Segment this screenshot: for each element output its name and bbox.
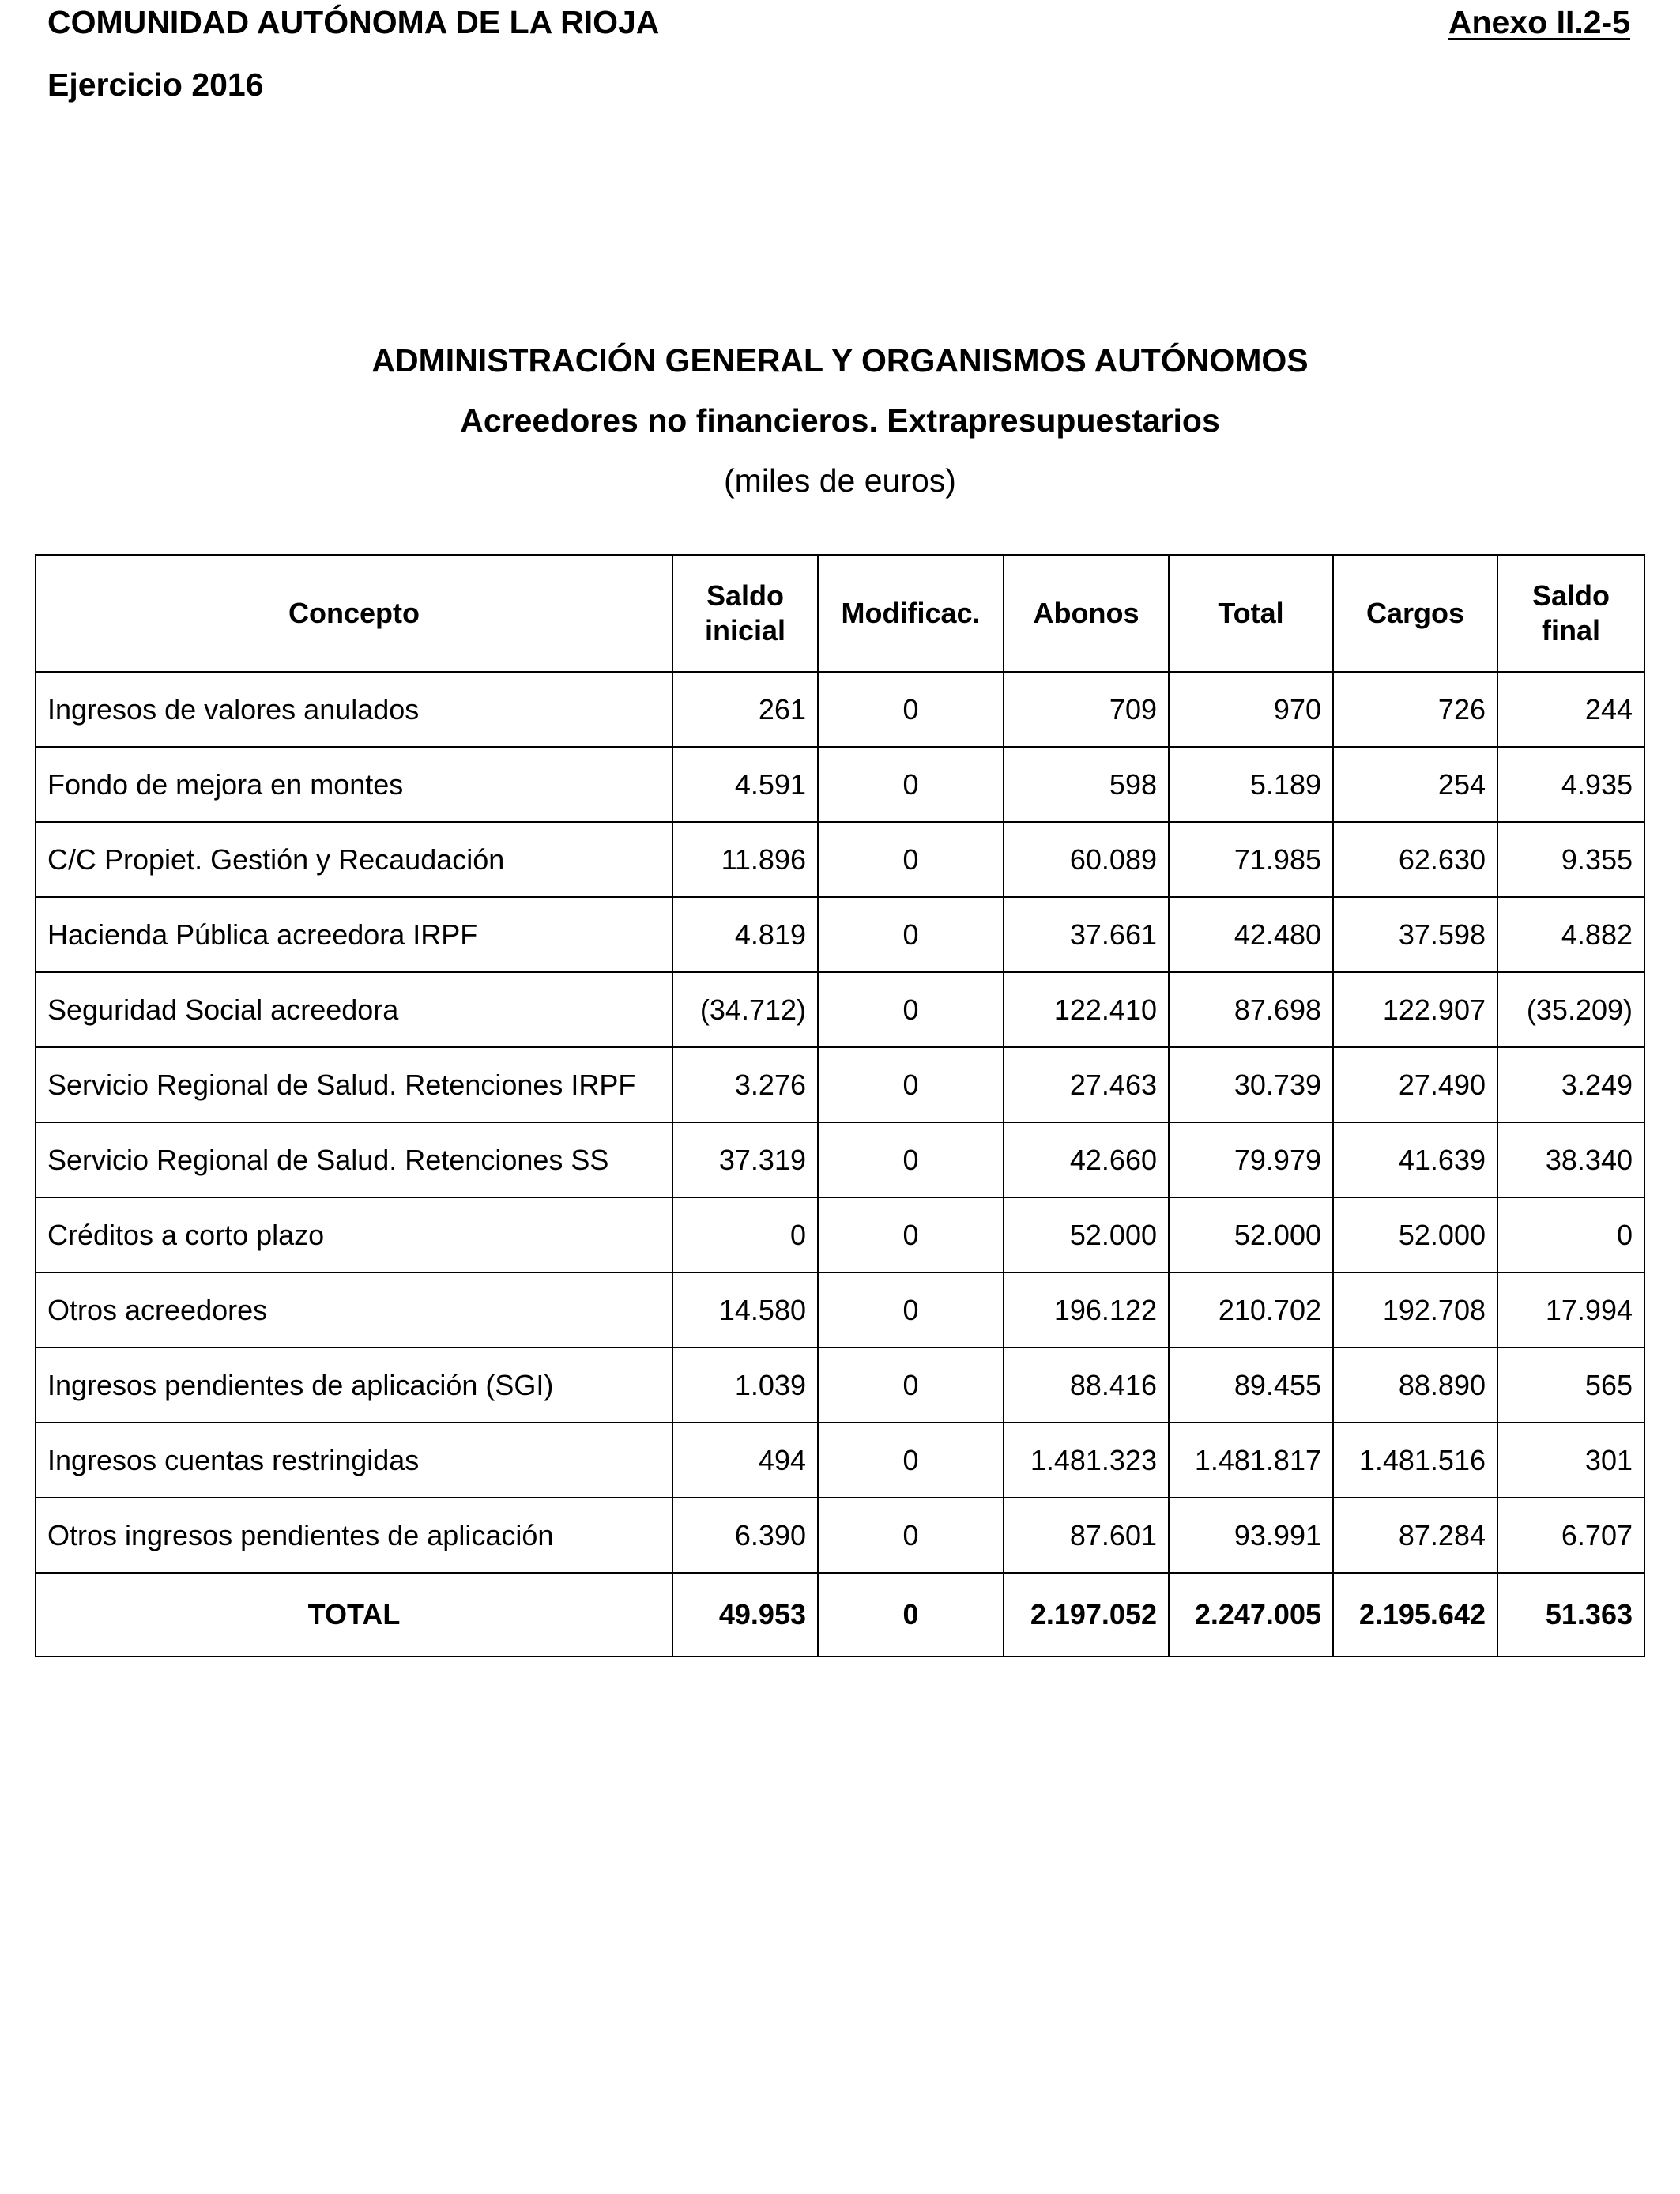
- cell-abonos: 27.463: [1004, 1047, 1169, 1122]
- col-header-saldo-inicial-line1: Saldo: [706, 579, 784, 612]
- cell-saldo-final: 3.249: [1497, 1047, 1644, 1122]
- cell-saldo-inicial: 14.580: [672, 1272, 818, 1348]
- cell-modificac: 0: [818, 1047, 1004, 1122]
- cell-total: 1.481.817: [1169, 1423, 1333, 1498]
- cell-saldo-final: 565: [1497, 1348, 1644, 1423]
- cell-saldo-final: 0: [1497, 1197, 1644, 1272]
- cell-abonos: 87.601: [1004, 1498, 1169, 1573]
- cell-saldo-inicial: (34.712): [672, 972, 818, 1047]
- total-label: TOTAL: [36, 1573, 672, 1657]
- cell-modificac: 0: [818, 1197, 1004, 1272]
- cell-saldo-final: 17.994: [1497, 1272, 1644, 1348]
- subtitle: Acreedores no financieros. Extrapresupuestarios: [460, 402, 1220, 439]
- cell-cargos: 87.284: [1333, 1498, 1497, 1573]
- cell-total: 30.739: [1169, 1047, 1333, 1122]
- cell-modificac: 0: [818, 1122, 1004, 1197]
- cell-concepto: Servicio Regional de Salud. Retenciones SS: [36, 1122, 672, 1197]
- cell-total: 93.991: [1169, 1498, 1333, 1573]
- cell-saldo-final: 38.340: [1497, 1122, 1644, 1197]
- table-row: [36, 672, 1644, 747]
- cell-abonos: 52.000: [1004, 1197, 1169, 1272]
- cell-total: 52.000: [1169, 1197, 1333, 1272]
- table-row: [36, 822, 1644, 897]
- cell-cargos: 726: [1333, 672, 1497, 747]
- cell-total: 87.698: [1169, 972, 1333, 1047]
- cell-cargos: 192.708: [1333, 1272, 1497, 1348]
- cell-saldo-inicial: 494: [672, 1423, 818, 1498]
- table-row: [36, 1498, 1644, 1573]
- cell-saldo-inicial: 1.039: [672, 1348, 818, 1423]
- col-header-saldo-final-line1: Saldo: [1531, 579, 1610, 612]
- table-row: [36, 1047, 1644, 1122]
- cell-abonos: 88.416: [1004, 1348, 1169, 1423]
- col-header-saldo-final-line2: final: [1541, 614, 1600, 647]
- cell-abonos: 122.410: [1004, 972, 1169, 1047]
- total-saldo-inicial: 49.953: [672, 1573, 818, 1657]
- cell-abonos: 42.660: [1004, 1122, 1169, 1197]
- cell-cargos: 88.890: [1333, 1348, 1497, 1423]
- creditors-table: [35, 554, 1645, 1657]
- cell-abonos: 60.089: [1004, 822, 1169, 897]
- fiscal-year: Ejercicio 2016: [47, 66, 264, 103]
- cell-abonos: 196.122: [1004, 1272, 1169, 1348]
- col-header-saldo-final: [1497, 555, 1644, 672]
- cell-total: 5.189: [1169, 747, 1333, 822]
- cell-concepto: Fondo de mejora en montes: [36, 747, 672, 822]
- cell-saldo-inicial: 37.319: [672, 1122, 818, 1197]
- table-row: [36, 897, 1644, 972]
- cell-concepto: C/C Propiet. Gestión y Recaudación: [36, 822, 672, 897]
- total-modificac: 0: [818, 1573, 1004, 1657]
- table-row: [36, 1348, 1644, 1423]
- cell-concepto: Ingresos cuentas restringidas: [36, 1423, 672, 1498]
- cell-saldo-final: (35.209): [1497, 972, 1644, 1047]
- cell-cargos: 37.598: [1333, 897, 1497, 972]
- cell-modificac: 0: [818, 1272, 1004, 1348]
- cell-saldo-final: 4.935: [1497, 747, 1644, 822]
- cell-total: 42.480: [1169, 897, 1333, 972]
- col-header-abonos: Abonos: [1004, 555, 1169, 672]
- cell-modificac: 0: [818, 672, 1004, 747]
- cell-cargos: 52.000: [1333, 1197, 1497, 1272]
- table-row: [36, 1423, 1644, 1498]
- cell-saldo-final: 4.882: [1497, 897, 1644, 972]
- main-title: ADMINISTRACIÓN GENERAL Y ORGANISMOS AUTÓNOMOS: [371, 342, 1309, 379]
- cell-cargos: 254: [1333, 747, 1497, 822]
- cell-saldo-inicial: 261: [672, 672, 818, 747]
- cell-concepto: Servicio Regional de Salud. Retenciones IRPF: [36, 1047, 672, 1122]
- cell-concepto: Seguridad Social acreedora: [36, 972, 672, 1047]
- cell-total: 89.455: [1169, 1348, 1333, 1423]
- cell-saldo-inicial: 3.276: [672, 1047, 818, 1122]
- cell-modificac: 0: [818, 972, 1004, 1047]
- col-header-cargos: Cargos: [1333, 555, 1497, 672]
- cell-concepto: Otros acreedores: [36, 1272, 672, 1348]
- cell-cargos: 27.490: [1333, 1047, 1497, 1122]
- cell-saldo-inicial: 4.591: [672, 747, 818, 822]
- cell-saldo-inicial: 4.819: [672, 897, 818, 972]
- cell-abonos: 598: [1004, 747, 1169, 822]
- total-abonos: 2.197.052: [1004, 1573, 1169, 1657]
- col-header-saldo-inicial-line2: inicial: [704, 614, 786, 647]
- cell-cargos: 62.630: [1333, 822, 1497, 897]
- cell-concepto: Ingresos pendientes de aplicación (SGI): [36, 1348, 672, 1423]
- cell-saldo-final: 6.707: [1497, 1498, 1644, 1573]
- cell-total: 210.702: [1169, 1272, 1333, 1348]
- cell-total: 79.979: [1169, 1122, 1333, 1197]
- cell-concepto: Créditos a corto plazo: [36, 1197, 672, 1272]
- cell-saldo-inicial: 11.896: [672, 822, 818, 897]
- cell-cargos: 1.481.516: [1333, 1423, 1497, 1498]
- col-header-total: Total: [1169, 555, 1333, 672]
- cell-cargos: 41.639: [1333, 1122, 1497, 1197]
- cell-saldo-final: 9.355: [1497, 822, 1644, 897]
- total-total: 2.247.005: [1169, 1573, 1333, 1657]
- cell-concepto: Hacienda Pública acreedora IRPF: [36, 897, 672, 972]
- table-row: [36, 1197, 1644, 1272]
- cell-modificac: 0: [818, 897, 1004, 972]
- annex-label: Anexo II.2-5: [1448, 4, 1630, 40]
- cell-modificac: 0: [818, 747, 1004, 822]
- table-header-row: [36, 555, 1644, 672]
- cell-saldo-final: 244: [1497, 672, 1644, 747]
- col-header-concepto: Concepto: [36, 555, 672, 672]
- cell-modificac: 0: [818, 1498, 1004, 1573]
- total-saldo-final: 51.363: [1497, 1573, 1644, 1657]
- col-header-saldo-inicial: [672, 555, 818, 672]
- cell-total: 970: [1169, 672, 1333, 747]
- col-header-modificac: Modificac.: [818, 555, 1004, 672]
- cell-abonos: 37.661: [1004, 897, 1169, 972]
- cell-cargos: 122.907: [1333, 972, 1497, 1047]
- organization-name: COMUNIDAD AUTÓNOMA DE LA RIOJA: [47, 4, 660, 40]
- units-note: (miles de euros): [724, 462, 956, 499]
- table-row: [36, 1122, 1644, 1197]
- document-header: [47, 6, 659, 101]
- cell-abonos: 709: [1004, 672, 1169, 747]
- cell-saldo-inicial: 0: [672, 1197, 818, 1272]
- cell-saldo-final: 301: [1497, 1423, 1644, 1498]
- table-row: [36, 972, 1644, 1047]
- total-row: [36, 1573, 1644, 1657]
- table-row: [36, 747, 1644, 822]
- cell-saldo-inicial: 6.390: [672, 1498, 818, 1573]
- total-cargos: 2.195.642: [1333, 1573, 1497, 1657]
- cell-total: 71.985: [1169, 822, 1333, 897]
- cell-modificac: 0: [818, 1423, 1004, 1498]
- cell-modificac: 0: [818, 1348, 1004, 1423]
- cell-concepto: Ingresos de valores anulados: [36, 672, 672, 747]
- cell-modificac: 0: [818, 822, 1004, 897]
- table-row: [36, 1272, 1644, 1348]
- cell-concepto: Otros ingresos pendientes de aplicación: [36, 1498, 672, 1573]
- cell-abonos: 1.481.323: [1004, 1423, 1169, 1498]
